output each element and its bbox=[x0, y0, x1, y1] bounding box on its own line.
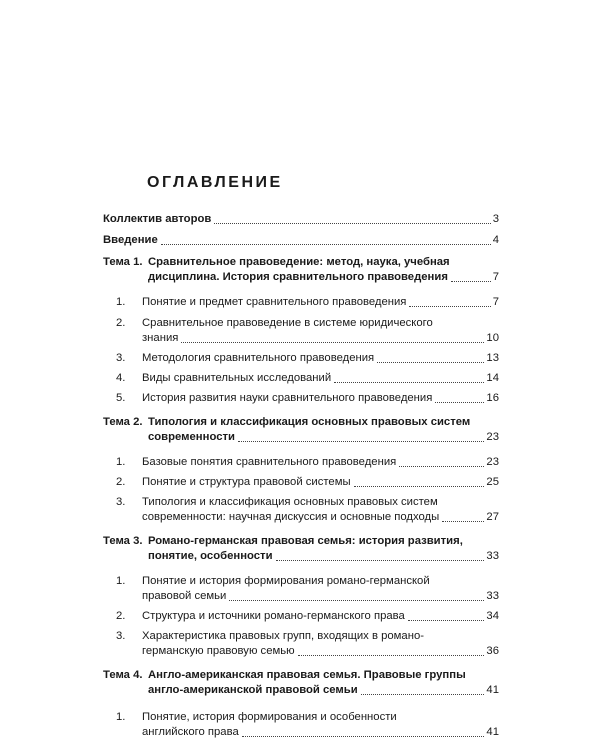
toc-page-number: 41 bbox=[486, 726, 499, 738]
toc-entry-number: 3. bbox=[116, 630, 126, 642]
toc-entry[interactable] bbox=[103, 371, 499, 386]
toc-entry-number: 2. bbox=[116, 610, 126, 622]
toc-page-number: 16 bbox=[486, 392, 499, 404]
dot-leader bbox=[451, 281, 491, 282]
toc-entry-number: Тема 2. bbox=[103, 416, 143, 428]
toc-entry-number: 1. bbox=[116, 575, 126, 587]
toc-page-number: 36 bbox=[486, 645, 499, 657]
toc-entry-number: Тема 1. bbox=[103, 256, 143, 268]
toc-entry-title: Англо-американская правовая семья. Правовые группы bbox=[148, 669, 466, 681]
toc-entry-title: Сравнительное правоведение: метод, наука, учебная bbox=[148, 256, 450, 268]
toc-entry[interactable] bbox=[103, 495, 499, 525]
toc-page-number: 33 bbox=[486, 550, 499, 562]
toc-entry[interactable] bbox=[103, 609, 499, 624]
toc-entry-number: 3. bbox=[116, 352, 126, 364]
toc-entry[interactable] bbox=[103, 233, 499, 248]
toc-page-number: 23 bbox=[486, 431, 499, 443]
toc-entry-title: Характеристика правовых групп, входящих в романо- bbox=[142, 630, 425, 642]
toc-entry-title: Методология сравнительного правоведения bbox=[142, 352, 375, 364]
toc-page-number: 34 bbox=[486, 610, 499, 622]
toc-entry-title: Понятие и структура правовой системы bbox=[142, 476, 351, 488]
toc-page-number: 3 bbox=[492, 213, 499, 225]
toc-entry-title: современности: научная дискуссия и основные подходы bbox=[142, 511, 440, 523]
toc-entry[interactable] bbox=[103, 391, 499, 406]
toc-entry-title: Типология и классификация основных правовых систем bbox=[142, 496, 438, 508]
toc-entry[interactable] bbox=[103, 316, 499, 346]
toc-entry-title: Виды сравнительных исследований bbox=[142, 372, 332, 384]
toc-page-number: 4 bbox=[492, 234, 499, 246]
toc-entry[interactable] bbox=[103, 668, 499, 698]
toc-entry-title: современности bbox=[148, 431, 235, 443]
toc-entry[interactable] bbox=[103, 475, 499, 490]
page-title: ОГЛАВЛЕНИЕ bbox=[147, 174, 283, 191]
toc-page-number: 13 bbox=[486, 352, 499, 364]
toc-entry-title: английского права bbox=[142, 726, 239, 738]
dot-leader bbox=[238, 441, 484, 442]
toc-entry-number: 5. bbox=[116, 392, 126, 404]
toc-entry[interactable] bbox=[103, 574, 499, 604]
toc-entry-number: 3. bbox=[116, 496, 126, 508]
toc-entry-title: Понятие, история формирования и особенности bbox=[142, 711, 397, 723]
toc-entry-title: знания bbox=[142, 332, 179, 344]
toc-page-number: 41 bbox=[486, 684, 499, 696]
toc-entry-title: Структура и источники романо-германского права bbox=[142, 610, 405, 622]
dot-leader bbox=[354, 486, 485, 487]
toc-entry[interactable] bbox=[103, 710, 499, 740]
dot-leader bbox=[442, 521, 484, 522]
dot-leader bbox=[334, 382, 484, 383]
toc-entry-title: Введение bbox=[103, 234, 158, 246]
toc-entry-title: правовой семьи bbox=[142, 590, 227, 602]
toc-entry-number: 1. bbox=[116, 711, 126, 723]
toc-page-number: 14 bbox=[486, 372, 499, 384]
toc-page-number: 7 bbox=[492, 271, 499, 283]
toc-entry-title: англо-американской правовой семьи bbox=[148, 684, 358, 696]
toc-entry-number: 2. bbox=[116, 317, 126, 329]
toc-entry[interactable] bbox=[103, 415, 499, 445]
dot-leader bbox=[408, 620, 485, 621]
toc-entry[interactable] bbox=[103, 455, 499, 470]
table-of-contents bbox=[103, 212, 499, 746]
toc-entry-title: Сравнительное правоведение в системе юридического bbox=[142, 317, 433, 329]
toc-entry[interactable] bbox=[103, 534, 499, 564]
toc-page-number: 23 bbox=[486, 456, 499, 468]
dot-leader bbox=[181, 342, 484, 343]
toc-entry[interactable] bbox=[103, 295, 499, 310]
toc-entry-title: понятие, особенности bbox=[148, 550, 273, 562]
toc-entry-number: Тема 3. bbox=[103, 535, 143, 547]
toc-entry-title: дисциплина. История сравнительного правоведения bbox=[148, 271, 448, 283]
toc-entry[interactable] bbox=[103, 629, 499, 659]
dot-leader bbox=[214, 223, 490, 224]
toc-page-number: 25 bbox=[486, 476, 499, 488]
toc-entry[interactable] bbox=[103, 351, 499, 366]
toc-entry-number: 1. bbox=[116, 456, 126, 468]
toc-entry-title: Типология и классификация основных правовых систем bbox=[148, 416, 471, 428]
dot-leader bbox=[409, 306, 490, 307]
toc-entry[interactable] bbox=[103, 212, 499, 227]
toc-page-number: 33 bbox=[486, 590, 499, 602]
toc-entry-number: 2. bbox=[116, 476, 126, 488]
toc-page-number: 10 bbox=[486, 332, 499, 344]
toc-entry-title: германскую правовую семью bbox=[142, 645, 295, 657]
dot-leader bbox=[242, 736, 485, 737]
dot-leader bbox=[399, 466, 484, 467]
dot-leader bbox=[435, 402, 484, 403]
toc-page-number: 27 bbox=[486, 511, 499, 523]
dot-leader bbox=[298, 655, 485, 656]
toc-entry-title: Романо-германская правовая семья: история развития, bbox=[148, 535, 463, 547]
dot-leader bbox=[361, 694, 485, 695]
dot-leader bbox=[377, 362, 484, 363]
dot-leader bbox=[276, 560, 485, 561]
toc-entry-title: История развития науки сравнительного правоведения bbox=[142, 392, 433, 404]
toc-page-number: 7 bbox=[492, 296, 499, 308]
toc-entry-number: Тема 4. bbox=[103, 669, 143, 681]
toc-entry-title: Коллектив авторов bbox=[103, 213, 212, 225]
toc-entry-number: 4. bbox=[116, 372, 126, 384]
toc-entry-number: 1. bbox=[116, 296, 126, 308]
toc-entry[interactable] bbox=[103, 255, 499, 285]
dot-leader bbox=[161, 244, 491, 245]
toc-entry-title: Понятие и предмет сравнительного правоведения bbox=[142, 296, 407, 308]
toc-entry-title: Понятие и история формирования романо-германской bbox=[142, 575, 430, 587]
dot-leader bbox=[229, 600, 484, 601]
toc-entry-title: Базовые понятия сравнительного правоведения bbox=[142, 456, 397, 468]
